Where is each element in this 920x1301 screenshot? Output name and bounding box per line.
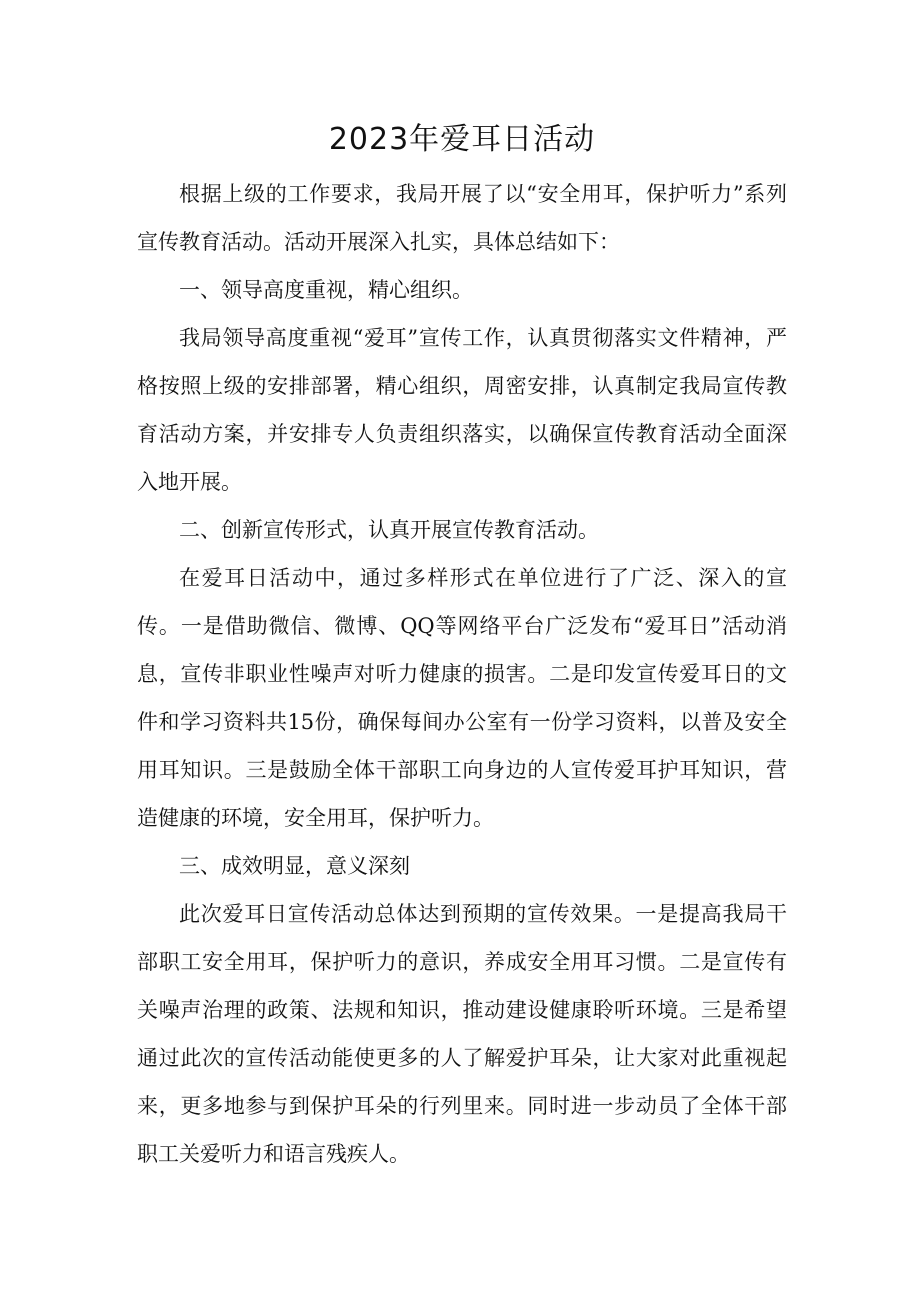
section-heading-1: 一、领导高度重视，精心组织。 [179, 278, 473, 302]
section-paragraph-3: 此次爱耳日宣传活动总体达到预期的宣传效果。一是提高我局干部职工安全用耳，保护听力的意识，养成安全用耳习惯。二是宣传有关噪声治理的政策、法规和知识，推动建设健康聆听环境。三是希望通过此次的宣传活动能使更多的人了解爱护耳朵，让大家对此重视起来，更多地参与到保护耳朵的行列里来。同时进一步动员了全体干部职工关爱听力和语言残疾人。 [137, 902, 787, 1166]
document-body [137, 110, 787, 1178]
document-title: 2023年爱耳日活动 [328, 122, 596, 157]
intro-paragraph: 根据上级的工作要求，我局开展了以“安全用耳，保护听力”系列宣传教育活动。活动开展深入扎实，具体总结如下： [137, 182, 787, 254]
section-heading-2: 二、创新宣传形式，认真开展宣传教育活动。 [179, 518, 599, 542]
section-paragraph-2: 在爱耳日活动中，通过多样形式在单位进行了广泛、深入的宣传。一是借助微信、微博、QQ等网络平台广泛发布“爱耳日”活动消息，宣传非职业性噪声对听力健康的损害。二是印发宣传爱耳日的文件和学习资料共15份，确保每间办公室有一份学习资料，以普及安全用耳知识。三是鼓励全体干部职工向身边的人宣传爱耳护耳知识，营造健康的环境，安全用耳，保护听力。 [137, 566, 787, 830]
section-paragraph-1: 我局领导高度重视“爱耳”宣传工作，认真贯彻落实文件精神，严格按照上级的安排部署，精心组织，周密安排，认真制定我局宣传教育活动方案，并安排专人负责组织落实，以确保宣传教育活动全面深入地开展。 [137, 326, 787, 494]
section-heading-3: 三、成效明显，意义深刻 [179, 854, 410, 878]
